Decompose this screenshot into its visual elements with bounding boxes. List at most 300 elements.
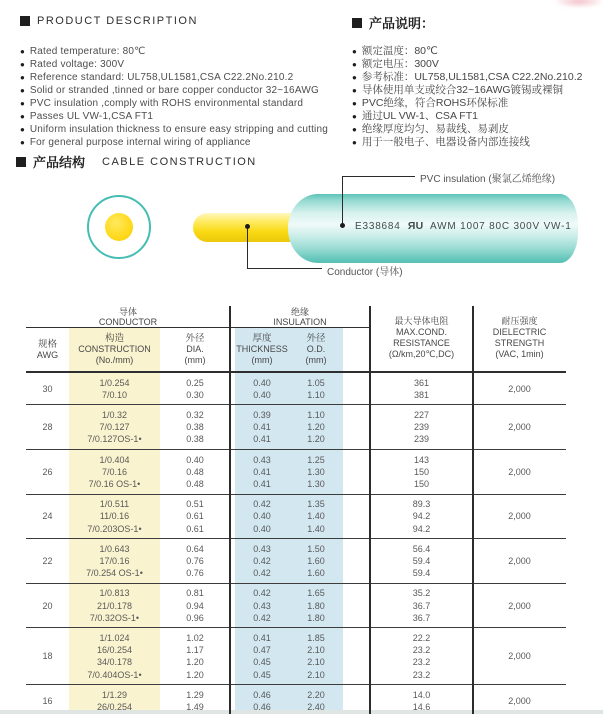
- cell-value: 23.2: [412, 645, 431, 656]
- header-group-conductor: [26, 306, 230, 328]
- square-bullet-icon: [352, 18, 362, 28]
- resistance-cell: [370, 498, 473, 535]
- cell-value: 0.43: [253, 600, 271, 611]
- dielectric-cell: [473, 543, 566, 580]
- cell-value: 0.40: [253, 523, 271, 534]
- list-item: [20, 97, 350, 110]
- cell-value: 1.05: [307, 377, 325, 388]
- cell-value: 1.60: [307, 568, 325, 579]
- cell-value: 0.41: [253, 434, 271, 445]
- od-cell: [289, 498, 343, 535]
- cell-value: 1.10: [307, 409, 325, 420]
- thickness-cell: [235, 377, 289, 401]
- od-cell: [289, 377, 343, 401]
- cell-value: 36.7: [412, 612, 431, 623]
- cell-value: 0.45: [253, 657, 271, 668]
- dielectric-cell: [473, 454, 566, 491]
- cell-value: 7/0.16 OS-1•: [88, 478, 141, 489]
- bullet-icon: ●: [352, 112, 357, 121]
- spacer: [343, 587, 370, 624]
- pvc-leader-line: [342, 176, 343, 225]
- resistance-cell: [370, 587, 473, 624]
- construction-cell: [69, 498, 160, 535]
- construction-cell: [69, 587, 160, 624]
- list-item: [20, 110, 350, 123]
- awg-cell: [26, 543, 69, 580]
- list-item: [20, 45, 350, 58]
- section-title-cable-construction: [16, 152, 257, 171]
- group-label-zh: 导体: [118, 306, 137, 317]
- bullet-icon: ●: [352, 125, 357, 134]
- list-item-text: 绝缘厚度均匀、易裁线、易剥皮: [361, 123, 509, 135]
- cell-value: 20: [42, 600, 53, 611]
- header-dielectric-strength: [473, 306, 566, 370]
- cell-value: 0.42: [253, 499, 271, 510]
- header-line: (VAC, 1min): [495, 349, 544, 359]
- thickness-cell: [235, 587, 289, 624]
- awg-cell: [26, 587, 69, 624]
- list-item-text: Solid or stranded ,tinned or bare copper conductor 32~16AWG: [29, 85, 319, 96]
- bullet-icon: ●: [20, 47, 25, 56]
- cell-value: 59.4: [412, 568, 431, 579]
- header-construction: 构造 CONSTRUCTION (No./mm): [78, 333, 151, 365]
- cell-value: 1.30: [307, 478, 325, 489]
- header-group-insulation: [230, 306, 370, 328]
- list-item-text: PVC insulation ,comply with ROHS environmental standard: [29, 98, 304, 109]
- cell-value: 35.2: [412, 588, 431, 599]
- cell-value: 1.50: [307, 543, 325, 554]
- cell-value: 28: [42, 422, 53, 433]
- list-item: [352, 45, 600, 58]
- cell-value: 0.39: [253, 409, 271, 420]
- cell-value: 0.41: [253, 466, 271, 477]
- cell-value: 1/0.32: [101, 409, 128, 420]
- table-group-row-awg-24: [26, 495, 566, 540]
- group-label-zh: 绝缘: [290, 306, 309, 317]
- construction-cell: [69, 454, 160, 491]
- description-list-en: [20, 45, 350, 149]
- ul-recognized-mark-icon: RU: [407, 220, 425, 232]
- header-line: 耐压强度: [501, 316, 538, 326]
- table-group-row-awg-22: [26, 539, 566, 584]
- cell-value: 2.10: [307, 657, 325, 668]
- cell-value: 1/0.511: [99, 499, 130, 510]
- diameter-cell: [160, 409, 230, 446]
- header-line: (Ω/km,20℃,DC): [388, 349, 455, 359]
- dielectric-cell: [473, 689, 566, 713]
- cell-value: 0.61: [186, 511, 204, 522]
- list-item-text: PVC绝缘，符合ROHS环保标准: [361, 97, 509, 109]
- list-item: [20, 123, 350, 136]
- list-item-text: 额定温度：80℃: [361, 45, 438, 57]
- bullet-icon: ●: [352, 86, 357, 95]
- group-label-en: CONDUCTOR: [98, 317, 158, 327]
- header-line: 最大导体电阻: [394, 316, 449, 326]
- cell-value: 1.35: [307, 499, 325, 510]
- cell-value: 1.85: [307, 632, 325, 643]
- cell-value: 2,000: [508, 651, 531, 662]
- cell-value: 0.40: [253, 389, 271, 400]
- cell-value: 1.25: [307, 454, 325, 465]
- cable-cross-section: [87, 195, 151, 259]
- table-group-row-awg-26: [26, 450, 566, 495]
- cell-value: 1/1.29: [101, 689, 128, 700]
- resistance-cell: [370, 454, 473, 491]
- cell-value: 0.48: [186, 466, 204, 477]
- list-item: [20, 58, 350, 71]
- cell-value: 0.42: [253, 588, 271, 599]
- cell-value: 0.76: [186, 568, 204, 579]
- cell-value: 0.41: [253, 422, 271, 433]
- cell-value: 2,000: [508, 600, 531, 611]
- list-item-text: Passes UL VW-1,CSA FT1: [29, 111, 154, 122]
- list-item-text: Rated voltage: 300V: [29, 59, 125, 70]
- specification-table: [26, 306, 566, 714]
- cell-value: 17/0.16: [99, 555, 130, 566]
- resistance-cell: [370, 543, 473, 580]
- cell-value: 1.20: [186, 657, 204, 668]
- column-divider: [472, 306, 474, 714]
- diameter-cell: [160, 632, 230, 681]
- cell-value: 0.40: [253, 377, 271, 388]
- bullet-icon: ●: [352, 138, 357, 147]
- dielectric-cell: [473, 632, 566, 681]
- cell-value: 0.30: [186, 389, 204, 400]
- bullet-icon: ●: [20, 60, 25, 69]
- cell-value: 0.38: [186, 434, 204, 445]
- od-cell: [289, 587, 343, 624]
- section-title-product-description-zh: [352, 13, 434, 32]
- diameter-cell: [160, 587, 230, 624]
- cell-value: 26/0.254: [96, 701, 133, 712]
- awg-cell: [26, 409, 69, 446]
- cell-value: 1.40: [307, 523, 325, 534]
- dielectric-cell: [473, 498, 566, 535]
- cell-value: 0.46: [253, 689, 271, 700]
- bullet-icon: ●: [352, 99, 357, 108]
- cell-value: 0.94: [186, 600, 204, 611]
- cell-value: 0.38: [186, 422, 204, 433]
- cell-value: 0.41: [253, 632, 271, 643]
- cell-value: 1/0.643: [99, 543, 130, 554]
- cell-value: 1/0.254: [99, 377, 130, 388]
- conductor-leader-dot: [245, 224, 250, 229]
- cell-value: 1.29: [186, 689, 204, 700]
- header-awg: 规格 AWG: [36, 338, 59, 360]
- cell-value: 2.20: [307, 689, 325, 700]
- cell-value: 2,000: [508, 383, 531, 394]
- list-item: [20, 136, 350, 149]
- cell-value: 1.20: [307, 422, 325, 433]
- cross-section-conductor-core: [105, 213, 133, 241]
- cell-value: 7/0.254 OS-1•: [86, 568, 143, 579]
- od-cell: [289, 409, 343, 446]
- cell-value: 7/0.32OS-1•: [89, 612, 140, 623]
- awg-cell: [26, 454, 69, 491]
- cell-value: 381: [413, 389, 430, 400]
- list-item: [352, 110, 600, 123]
- spacer: [343, 632, 370, 681]
- cell-value: 34/0.178: [96, 657, 133, 668]
- cell-value: 0.96: [186, 612, 204, 623]
- thickness-cell: [235, 689, 289, 713]
- bullet-icon: ●: [20, 86, 25, 95]
- bullet-icon: ●: [20, 112, 25, 121]
- list-item: [352, 71, 600, 84]
- header-dia: 外径 DIA. (mm): [184, 333, 206, 365]
- cell-value: 0.47: [253, 645, 271, 656]
- group-label-en: INSULATION: [273, 317, 327, 327]
- table-group-row-awg-16: [26, 685, 566, 714]
- cable-spec-text: AWM 1007 80C 300V VW-1: [430, 221, 572, 232]
- cell-value: 1.30: [307, 466, 325, 477]
- header-line: MAX.COND.: [395, 327, 447, 337]
- section-title-en: CABLE CONSTRUCTION: [102, 155, 257, 168]
- table-body: [26, 373, 566, 714]
- list-item: [352, 84, 600, 97]
- square-bullet-icon: [20, 16, 30, 26]
- cell-value: 0.42: [253, 555, 271, 566]
- square-bullet-icon: [16, 157, 26, 167]
- cell-value: 26: [42, 466, 53, 477]
- cell-value: 150: [413, 478, 430, 489]
- awg-cell: [26, 377, 69, 401]
- spacer: [343, 454, 370, 491]
- cell-value: 0.43: [253, 454, 271, 465]
- cell-value: 0.64: [186, 543, 204, 554]
- cell-value: 0.48: [186, 478, 204, 489]
- cell-value: 23.2: [412, 669, 431, 680]
- awg-cell: [26, 689, 69, 713]
- cell-value: 2.10: [307, 669, 325, 680]
- spacer: [343, 689, 370, 713]
- cell-value: 59.4: [412, 555, 431, 566]
- diameter-cell: [160, 689, 230, 713]
- awg-cell: [26, 632, 69, 681]
- od-cell: [289, 543, 343, 580]
- cell-value: 1.80: [307, 600, 325, 611]
- spacer: [343, 377, 370, 401]
- cell-value: 0.40: [186, 454, 204, 465]
- diameter-cell: [160, 454, 230, 491]
- cell-value: 0.43: [253, 543, 271, 554]
- pvc-leader-line: [342, 176, 415, 177]
- cell-value: 2.40: [307, 701, 325, 712]
- list-item: [352, 97, 600, 110]
- cell-value: 0.40: [253, 511, 271, 522]
- cell-value: 1/0.813: [99, 588, 130, 599]
- cell-value: 21/0.178: [96, 600, 133, 611]
- description-list-zh: [352, 45, 600, 149]
- diameter-cell: [160, 377, 230, 401]
- cell-value: 1.02: [186, 632, 204, 643]
- cell-value: 0.41: [253, 478, 271, 489]
- cell-value: 1.40: [307, 511, 325, 522]
- cell-value: 0.46: [253, 701, 271, 712]
- list-item: [20, 71, 350, 84]
- resistance-cell: [370, 689, 473, 713]
- construction-cell: [69, 543, 160, 580]
- section-title-product-description: [20, 15, 198, 27]
- construction-cell: [69, 377, 160, 401]
- cell-value: 2,000: [508, 422, 531, 433]
- pvc-insulation-label: PVC insulation (聚氯乙烯绝缘): [420, 174, 556, 185]
- bullet-icon: ●: [352, 60, 357, 69]
- cell-value: 1/0.404: [99, 454, 130, 465]
- cell-value: 1.49: [186, 701, 204, 712]
- cell-value: 2,000: [508, 695, 531, 706]
- conductor-leader-line: [247, 227, 248, 268]
- cell-value: 0.81: [186, 588, 204, 599]
- cell-value: 7/0.127: [99, 422, 130, 433]
- cell-value: 1.17: [186, 645, 204, 656]
- cell-value: 22.2: [412, 632, 431, 643]
- conductor-label: Conductor (导体): [327, 267, 403, 278]
- section-title-text: 产品说明：: [369, 16, 435, 31]
- construction-cell: [69, 409, 160, 446]
- cell-value: 7/0.404OS-1•: [87, 669, 142, 680]
- resistance-cell: [370, 409, 473, 446]
- cell-value: 94.2: [412, 511, 431, 522]
- cell-value: 239: [413, 422, 430, 433]
- list-item-text: 导体使用单支或绞合32~16AWG镀锡或裸铜: [361, 84, 564, 96]
- list-item: [352, 123, 600, 136]
- header-od: 外径 O.D. (mm): [305, 333, 327, 365]
- cell-value: 0.25: [186, 377, 204, 388]
- cell-value: 1.20: [307, 434, 325, 445]
- cell-value: 0.45: [253, 669, 271, 680]
- table-group-row-awg-20: [26, 584, 566, 629]
- cell-value: 2.10: [307, 645, 325, 656]
- cell-value: 94.2: [412, 523, 431, 534]
- ul-file-number: E338684: [355, 221, 401, 232]
- resistance-cell: [370, 632, 473, 681]
- bullet-icon: ●: [352, 47, 357, 56]
- thickness-cell: [235, 498, 289, 535]
- cell-value: 30: [42, 383, 53, 394]
- spacer: [343, 543, 370, 580]
- thickness-cell: [235, 454, 289, 491]
- bullet-icon: ●: [352, 73, 357, 82]
- header-line: STRENGTH: [494, 338, 545, 348]
- cell-value: 0.51: [186, 499, 204, 510]
- header-max-conductor-resistance: [370, 306, 473, 370]
- cell-value: 150: [413, 466, 430, 477]
- list-item: [352, 136, 600, 149]
- cell-value: 1.80: [307, 612, 325, 623]
- cell-value: 2,000: [508, 555, 531, 566]
- list-item-text: Rated temperature: 80℃: [29, 46, 146, 57]
- construction-cell: [69, 632, 160, 681]
- od-cell: [289, 454, 343, 491]
- cell-value: 14.0: [412, 689, 431, 700]
- cell-value: 0.42: [253, 612, 271, 623]
- cell-value: 143: [413, 454, 430, 465]
- cell-value: 56.4: [412, 543, 431, 554]
- bullet-icon: ●: [20, 99, 25, 108]
- list-item: [352, 58, 600, 71]
- cell-value: 227: [413, 409, 430, 420]
- list-item-text: 用于一般电子、电器设备内部连接线: [361, 136, 530, 148]
- diameter-cell: [160, 498, 230, 535]
- awg-cell: [26, 498, 69, 535]
- cell-value: 7/0.16: [101, 466, 128, 477]
- od-cell: [289, 632, 343, 681]
- od-cell: [289, 689, 343, 713]
- cell-value: 18: [42, 651, 53, 662]
- cropped-logo-fragment: [553, 0, 603, 8]
- spacer: [343, 409, 370, 446]
- bullet-icon: ●: [20, 125, 25, 134]
- table-group-row-awg-28: [26, 405, 566, 450]
- spacer: [343, 498, 370, 535]
- cell-value: 2,000: [508, 466, 531, 477]
- cell-value: 11/0.16: [99, 511, 130, 522]
- column-divider: [229, 306, 231, 714]
- diameter-cell: [160, 543, 230, 580]
- cell-value: 24: [42, 511, 53, 522]
- cell-value: 1/1.024: [99, 632, 130, 643]
- bullet-icon: ●: [20, 73, 25, 82]
- cell-value: 16/0.254: [96, 645, 133, 656]
- dielectric-cell: [473, 377, 566, 401]
- header-thickness: 厚度 THICKNESS (mm): [236, 333, 288, 365]
- construction-cell: [69, 689, 160, 713]
- pvc-leader-dot: [340, 223, 345, 228]
- cell-value: 239: [413, 434, 430, 445]
- table-group-row-awg-18: [26, 628, 566, 685]
- header-group-underline: [26, 327, 370, 329]
- cell-value: 1.20: [186, 669, 204, 680]
- header-line: DIELECTRIC: [492, 327, 547, 337]
- cell-value: 22: [42, 555, 53, 566]
- column-divider: [369, 306, 371, 714]
- cell-value: 1.60: [307, 555, 325, 566]
- list-item-text: Uniform insulation thickness to ensure easy stripping and cutting: [29, 124, 328, 135]
- list-item-text: 额定电压：300V: [361, 58, 439, 70]
- cell-value: 16: [42, 695, 53, 706]
- section-title-zh: 产品结构: [33, 155, 86, 170]
- thickness-cell: [235, 632, 289, 681]
- cell-value: 89.3: [412, 499, 431, 510]
- cell-value: 0.76: [186, 555, 204, 566]
- thickness-cell: [235, 543, 289, 580]
- list-item-text: Reference standard: UL758,UL1581,CSA C22.2No.210.2: [29, 72, 294, 83]
- cell-value: 7/0.203OS-1•: [87, 523, 142, 534]
- cell-value: 14.6: [412, 701, 431, 712]
- cell-value: 36.7: [412, 600, 431, 611]
- list-item-text: 通过UL VW-1、CSA FT1: [361, 110, 478, 122]
- bullet-icon: ●: [20, 138, 25, 147]
- dielectric-cell: [473, 587, 566, 624]
- table-group-row-awg-30: [26, 373, 566, 405]
- cell-value: 361: [413, 377, 430, 388]
- cell-value: 0.61: [186, 523, 204, 534]
- cell-value: 0.42: [253, 568, 271, 579]
- cell-value: 1.10: [307, 389, 325, 400]
- cell-value: 7/0.127OS-1•: [87, 434, 142, 445]
- thickness-cell: [235, 409, 289, 446]
- cell-value: 0.32: [186, 409, 204, 420]
- dielectric-cell: [473, 409, 566, 446]
- spacer: [343, 328, 370, 371]
- cell-value: 2,000: [508, 511, 531, 522]
- cell-value: 23.2: [412, 657, 431, 668]
- cell-value: 1.65: [307, 588, 325, 599]
- conductor-leader-line: [247, 268, 322, 269]
- section-title-text: PRODUCT DESCRIPTION: [37, 15, 198, 27]
- cell-value: 7/0.10: [101, 389, 128, 400]
